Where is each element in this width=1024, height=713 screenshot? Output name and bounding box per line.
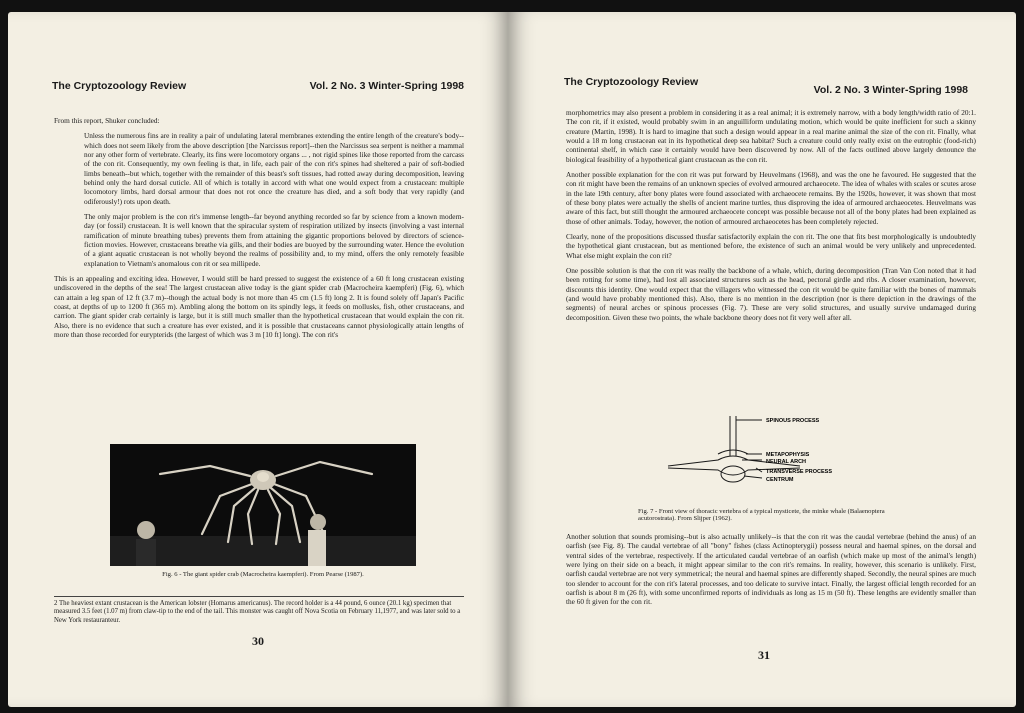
right-paragraph-3: Clearly, none of the propositions discussed thusfar satisfactorily explain the con rit. The one that fits best morphologically is undoubtedly the hypothetical giant crustacean, but as mentioned before, the existence of such an animal would be very unlikely and unprecedented. What else might explain the con rit? [566,231,976,260]
left-footnote: 2 The heaviest extant crustacean is the American lobster (Homarus americanus). The record holder is a 44 pound, 6 ounce (20.1 kg) specimen that measured 3.5 feet (1.07 m) from claw-tip to the end of the tail. This monster was caught off Nova Scotia on February 11,1977, and was later sold to a New York restauranteur. [54,596,464,625]
spider-crab-illustration [110,444,416,566]
left-body-text [54,116,464,345]
right-header-title: The Cryptozoology Review [564,76,699,88]
label-transverse-process: TRANSVERSE PROCESS [766,469,833,475]
left-quote-1: Unless the numerous fins are in reality a pair of undulating lateral membranes extending the entire length of the creature's body--which does not seem likely from the above description [the Narcissus report]--then the Narcissus sea serpent is neither a mammal nor any other form of vertebrate. Clearly, its fins were locomotory organs ... , not rigid spines like those reported from the carcass of the con rit. Consequently, my own feeling is that, in life, each pair of the con rit's spines had sheltered a pair of soft-bodied limbs beneath--but which, together with the remainder of this beast's soft tissues, had rotted away during decomposition, leaving behind only the hard dorsal cuticle. All of which is totally in accord with what one would expect from a crustacean: multiple locomotory limbs, hard dorsal armour that does not rot once the creature has died, and a soft body that very rapidly (and odiferously!) rots upon death. [84,131,464,206]
label-spinous-process: SPINOUS PROCESS [766,418,820,424]
right-page-number: 31 [758,648,770,662]
spider-crab-photo [110,444,416,566]
right-page [508,12,1016,707]
left-paragraph-1: This is an appealing and exciting idea. However, I would still be hard pressed to suggest the existence of a 60 ft long crustacean existing undiscovered in the depths of the sea! The largest crustacean alive today is the giant spider crab (Macrocheira kaempferi) (Fig. 6), which can attain a leg span of 12 ft (3.7 m)--though the actual body is not more than 45 cm (1.5 ft) long 2. It is found solely off Japan's Pacific coast, at depths of up to 1200 ft (365 m). Ambling along the bottom on its spindly legs, it feeds on mollusks, fish, other crustaceans, and carrion. The giant spider crab certainly is large, but it is still much smaller than the hypothetical crustacean that would explain the con rit. Also, there is no evidence that such a creature has ever existed, and it is possible that crustaceans cannot physiologically attain lengths of more than those recorded for eurypterids (the largest of which was 3 m [10 ft] long). The con rit's [54,273,464,339]
right-paragraph-5: Another solution that sounds promising--but is also actually unlikely--is that the con rit was the caudal vertebrae (behind the anus) of an oarfish (see Fig. 8). The caudal vertebrae of all "bony" fishes (class Actinopterygii) possess neural and haemal spines, on the dorsal and ventral sides of the vertebrae, respectively. If the articulated caudal vertebrae of an oarfish (which make up most of the animal's length) were lying on their side on a beach, it might appear similar to the con rit's remains. In reality, however, this scenario is unlikely. First, oarfish caudal vertebrae are not very symmetrical; the neural and haemal spines are differently shaped. Secondly, the neural spines are much too slender to account for the con rit's lateral processes, and too delicate to survive intact. Finally, the largest official length recorded for an oarfish is about 8 m (26 ft), with some unconfirmed reports of individuals as long as 15 m (50 ft). These lengths are evidently smaller than the 60 ft given for the con rit. [566,532,976,607]
left-page [8,12,508,707]
left-header-title: The Cryptozoology Review [52,80,187,92]
right-body-text-top [566,108,976,328]
figure-6 [110,444,416,578]
right-body-text-bottom [566,532,976,613]
figure-7 [638,410,918,522]
right-paragraph-1: morphometrics may also present a problem in considering it as a real animal; it is extremely narrow, with a body length/width ratio of 20:1. The con rit, if it existed, would probably swim in an anguilliform undulating motion, which would be quite inefficient for such a skinny creature (Martin, 1998). It is hard to imagine that such a design would appear in a real marine animal the size of the con rit. Finally, what would a 18 m long crustacean eat in its hypothetical deep sea habitat? Such a creature could only really exist on the eutrophic (food-rich) continental shelf, in which case it certainly would have been discovered by now. All of the facts outlined above largely denounce the biological feasibility of a hypothetical giant crustacean as the con rit. [566,108,976,164]
vertebra-diagram [638,410,918,498]
right-paragraph-4: One possible solution is that the con rit was really the backbone of a whale, which, during decomposition (Tran Van Con noted that it had been rotting for some time), had lost all associated structures such as the head, pectoral girdle and ribs. A closer examination, however, discounts this identity. One would expect that the villagers who witnessed the con rit would be quite familiar with the bones of mammals (and would have probably mentioned this). Also, there is no mention in the description (nor is there depiction in the drawings of the segments) of neural arches or spinous processes (Fig. 7). These are very solid structures, and usually survive undamaged during decomposition. Given these two points, the whale backbone theory does not fit very well after all. [566,265,976,322]
label-metapophysis: METAPOPHYSIS [766,452,810,458]
left-header-volume: Vol. 2 No. 3 Winter-Spring 1998 [309,80,464,92]
figure-7-caption: Fig. 7 - Front view of thoracic vertebra of a typical mysticete, the minke whale (Balaenoptera acutorostrata). From Slijper (1962). [638,508,885,522]
right-header-volume: Vol. 2 No. 3 Winter-Spring 1998 [813,84,968,96]
label-neural-arch: NEURAL ARCH [766,459,807,465]
left-intro: From this report, Shuker concluded: [54,116,160,125]
left-page-number: 30 [252,634,264,648]
label-centrum: CENTRUM [766,477,794,483]
left-quote-2: The only major problem is the con rit's immense length--far beyond anything recorded so far by science from a known modern-day (or fossil) crustacean. It is well known that the spiracular system of respiration utilized by insects (involving a vast internal ramification of minute breathing tubes) prevents them from attaining the gigantic proportions beloved by directors of science-fiction movies. However, crustaceans breathe via gills, and their bodies are buoyed by the surrounding water. Hence the evolution of a giant aquatic crustacean is not wholly beyond the realms of possibility and, to my mind, offers the only remotely feasible explanation to Vietnam's anomalous con rit or sea millipede. [84,211,464,268]
figure-6-caption: Fig. 6 - The giant spider crab (Macrocheira kaempferi). From Pearse (1987). [162,571,364,578]
right-paragraph-2: Another possible explanation for the con rit was put forward by Heuvelmans (1968), and was the one he favoured. He suggested that the con rit might have been the remains of an unknown species of evolved armoured archaeocete. The idea of whales with scales or scutes arose in the late 19th century, after bony plates were found associated with archaeocete remains. By the 1920s, however, it was shown that most of these bony plates were actually the shells of ancient marine turtles, thus disproving the idea of armoured archaeocetes. Heuvelmans was aware of this fact, but still thought the armoured archaeocete concept was possible because not all of the bony plates had been explained as those of other animals. Today, however, the notion of armoured archaeocetes has been completely rejected. [566,169,976,226]
